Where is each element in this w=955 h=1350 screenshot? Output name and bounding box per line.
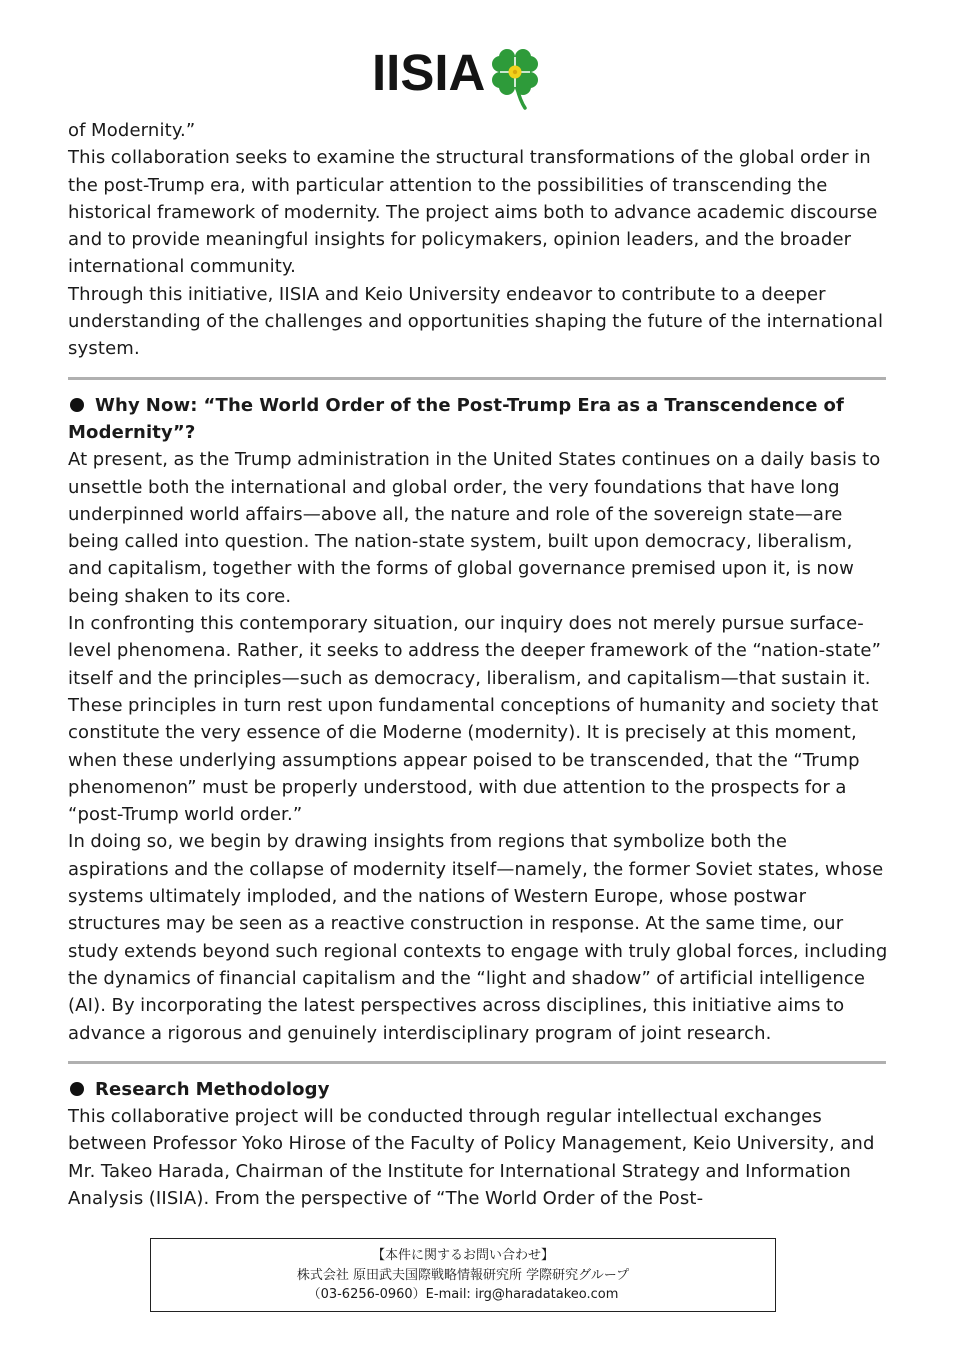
why-now-section [68, 392, 890, 1047]
why-now-heading: Why Now: “The World Order of the Post-Trump Era as a Transcendence of Modernity”? [68, 394, 845, 443]
contact-title: 【本件に関するお問い合わせ】 [371, 1248, 554, 1263]
why-now-paragraph: At present, as the Trump administration in the United States continues on a daily basis to unsettle both the international and global order, the very foundations that have long underpinned world affairs—above all, the nature and role of the sovereign state—are being called into question. The nation-state system, built upon democracy, liberalism, and capitalism, together with the forms of global governance premised upon it, is now being shaken to its core. [68, 449, 881, 607]
why-now-paragraph: In confronting this contemporary situation, our inquiry does not merely pursue surface-level phenomena. Rather, it seeks to address the deeper framework of the “nation-state” itself and the principles—such as democracy, liberalism, and capitalism—that sustain it. These principles in turn rest upon fundamental conceptions of humanity and society that constitute the very essence of die Moderne (modernity). It is precisely at this moment, when these underlying assumptions appear poised to be transcended, that the “Trump phenomenon” must be properly understood, with due attention to the prospects for a “post-Trump world order.” [68, 613, 882, 826]
methodology-section [68, 1076, 890, 1212]
four-leaf-clover-icon [487, 44, 543, 110]
intro-section [68, 117, 890, 363]
contact-organization: 株式会社 原田武夫国際戦略情報研究所 学際研究グループ [296, 1267, 630, 1283]
section-heading [68, 392, 890, 447]
contact-box [150, 1238, 776, 1312]
intro-paragraph: of Modernity.” [68, 120, 196, 141]
bullet-icon [70, 1082, 84, 1096]
document-body [68, 117, 890, 1212]
intro-paragraph: Through this initiative, IISIA and Keio University endeavor to contribute to a deeper understanding of the challenges and opportunities shaping the future of the international system. [68, 283, 884, 360]
methodology-paragraph: This collaborative project will be conducted through regular intellectual exchanges between Professor Yoko Hirose of the Faculty of Policy Management, Keio University, and Mr. Takeo Harada, Chairman of the Institute for International Strategy and Information Analysis (IISIA). From the perspective of “The World Order of the Post- [68, 1106, 875, 1209]
logo-wordmark: IISIA [372, 44, 486, 101]
iisia-logo [372, 44, 543, 110]
intro-paragraph: This collaboration seeks to examine the structural transformations of the global order in the post-Trump era, with particular attention to the possibilities of transcending the historical framework of modernity. The project aims both to advance academic discourse and to provide meaningful insights for policymakers, opinion leaders, and the broader international community. [68, 147, 878, 278]
section-heading [68, 1076, 890, 1103]
section-divider [68, 377, 886, 380]
why-now-paragraph: In doing so, we begin by drawing insights from regions that symbolize both the aspirations and the collapse of modernity itself—namely, the former Soviet states, whose systems ultimately imploded, and the nations of Western Europe, whose postwar structures may be seen as a reactive construction in response. At the same time, our study extends beyond such regional contexts to engage with truly global forces, including the dynamics of financial capitalism and the “light and shadow” of artificial intelligence (AI). By incorporating the latest perspectives across disciplines, this initiative aims to advance a rigorous and genuinely interdisciplinary program of joint research. [68, 831, 888, 1044]
methodology-heading: Research Methodology [95, 1078, 330, 1100]
contact-phone-email: （03-6256-0960）E-mail: irg@haradatakeo.com [307, 1287, 619, 1302]
section-divider [68, 1061, 886, 1064]
bullet-icon [70, 398, 84, 412]
